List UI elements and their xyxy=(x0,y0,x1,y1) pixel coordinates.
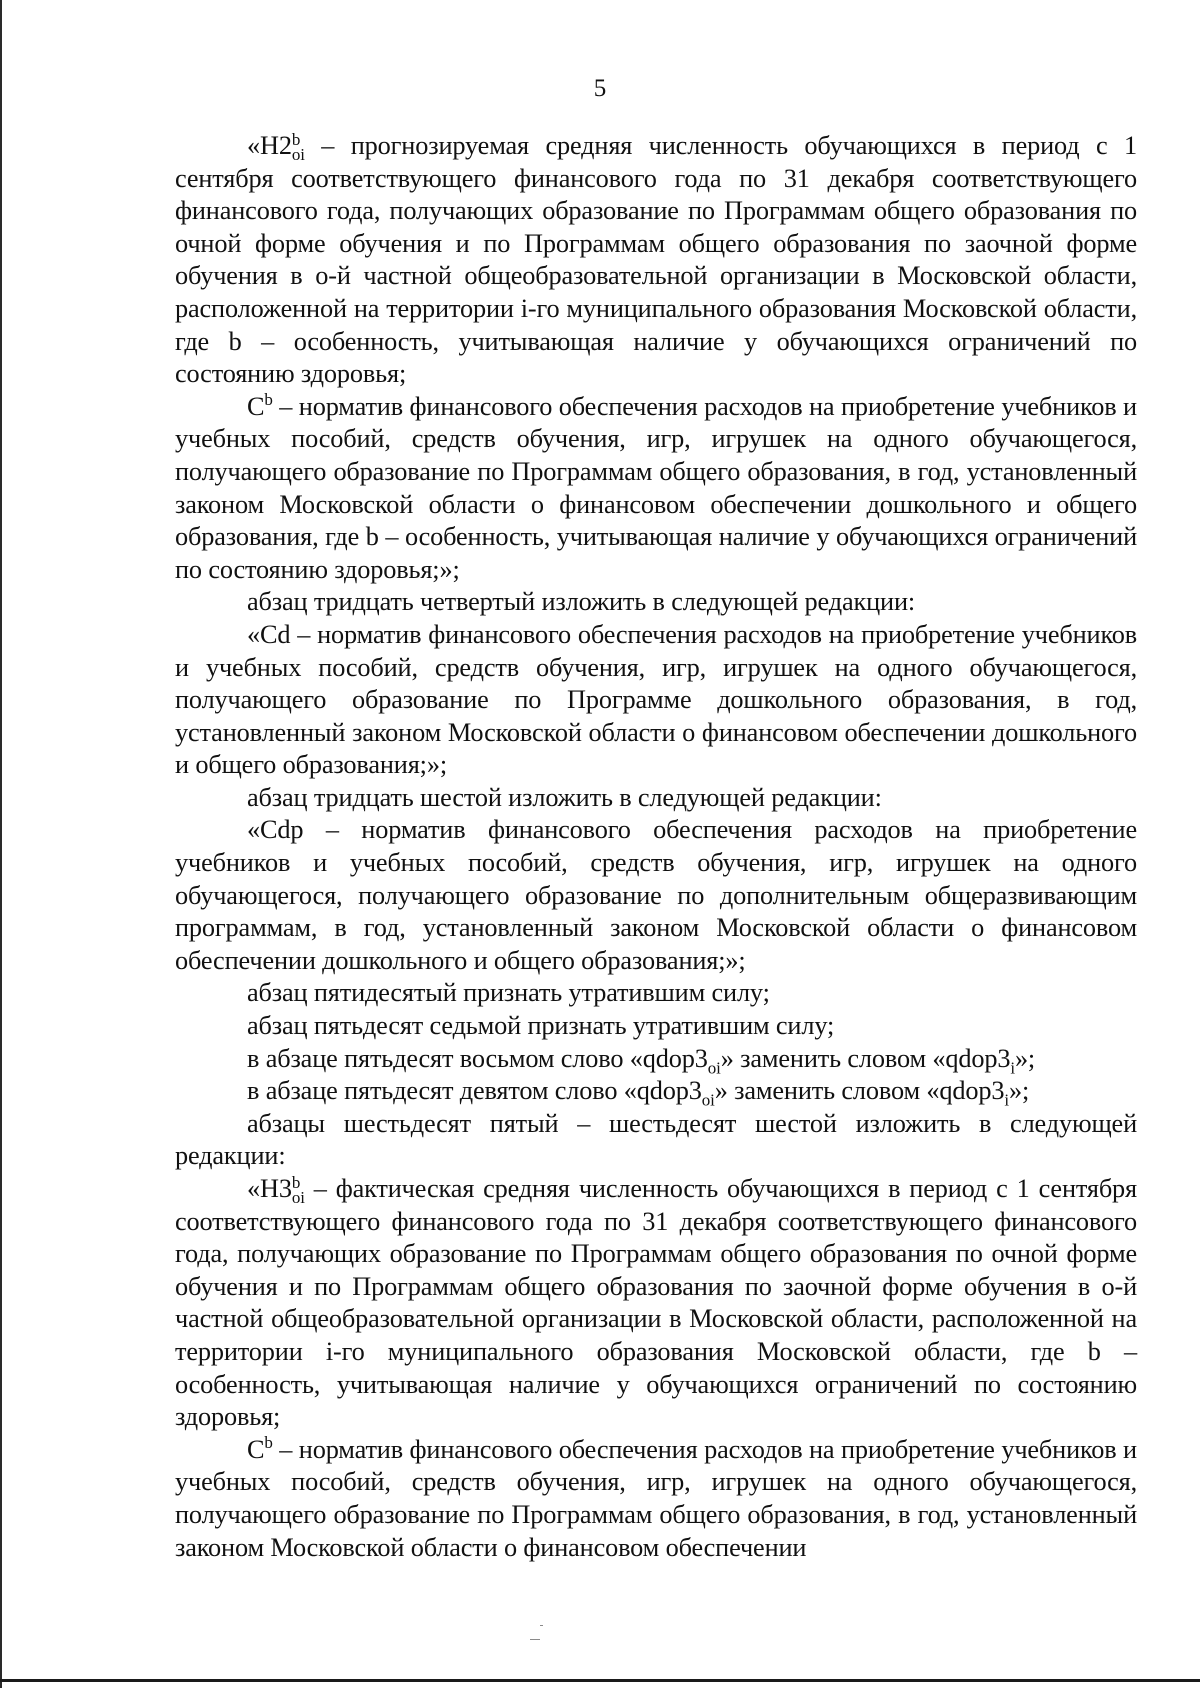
scan-edge-bottom xyxy=(0,1679,1200,1682)
paragraph-text: – прогнозируемая средняя численность обучающихся в период с 1 сентября соответствующего финансового года по 31 декабря соответствующего финансового года, получающих образование по Программам общего образования по очной форме обучения и по Программам общего образования по заочной форме обучения в о-й частной общеобразовательной организации в Московской области, расположенной на территории i-го муниципального образования Московской области, где b – особенность, учитывающая наличие у обучающихся ограничений по состоянию здоровья; xyxy=(175,131,1137,389)
formula-superscript: b xyxy=(291,130,301,149)
formula-symbol: «Н2 xyxy=(247,131,292,160)
paragraph-text: в абзаце пятьдесят восьмом слово «qdop3 xyxy=(247,1043,708,1073)
paragraph-text: – норматив финансового обеспечения расходов на приобретение учебников и учебных пособий, средств обучения, игр, игрушек на одного обучающегося, получающего образование по Программам общего образования, в год, установленный законом Московской области о финансовом обеспечении xyxy=(175,1434,1137,1562)
scan-speck xyxy=(540,1625,543,1626)
paragraph-h2-definition xyxy=(175,130,1137,391)
page-number: 5 xyxy=(593,75,607,102)
paragraph-text: в абзаце пятьдесят девятом слово «qdop3 xyxy=(247,1076,702,1106)
paragraph-text: – фактическая средняя численность обучающихся в период с 1 сентября соответствующего финансового года по 31 декабря соответствующего финансового года, получающих образование по Программам общего образования по очной форме обучения и по Программам общего образования по заочной форме обучения в о-й частной общеобразовательной организации в Московской области, расположенной на территории i-го муниципального образования Московской области, где b – особенность, учитывающая наличие у обучающихся ограничений по состоянию здоровья; xyxy=(175,1174,1137,1432)
formula-indices xyxy=(292,132,305,162)
paragraph-cd-definition: «Cd – норматив финансового обеспечения расходов на приобретение учебников и учебных пособий, средств обучения, игр, игрушек на одного обучающегося, получающего образование по Программе дошкольного образования, в год, установленный законом Московской области о финансовом обеспечении дошкольного и общего образования;»; xyxy=(175,619,1137,780)
formula-subscript: oi xyxy=(291,1188,305,1207)
paragraph-text: »; xyxy=(1008,1076,1030,1106)
formula-superscript: b xyxy=(264,389,273,409)
formula-subscript: i xyxy=(1010,1057,1015,1077)
paragraph-amendment: абзацы шестьдесят пятый – шестьдесят шестой изложить в следующей редакции: xyxy=(175,1108,1137,1171)
formula-subscript: oi xyxy=(291,145,305,164)
paragraph-amendment-qdop xyxy=(175,1043,1137,1076)
scan-edge-left xyxy=(0,0,2,1688)
paragraph-cb-definition xyxy=(175,1434,1137,1564)
paragraph-text: » заменить словом «qdop3 xyxy=(720,1043,1011,1073)
scan-speck xyxy=(530,1639,540,1640)
paragraph-h3-definition xyxy=(175,1173,1137,1434)
paragraph-text: – норматив финансового обеспечения расходов на приобретение учебников и учебных пособий, средств обучения, игр, игрушек на одного обучающегося, получающего образование по Программам общего образования, в год, установленный законом Московской области о финансовом обеспечении дошкольного и общего образования, где b – особенность, учитывающая наличие у обучающихся ограничений по состоянию здоровья;»; xyxy=(175,391,1137,584)
formula-symbol: C xyxy=(247,1434,265,1464)
paragraph-amendment-qdop xyxy=(175,1075,1137,1108)
formula-indices xyxy=(292,1175,305,1205)
formula-subscript: oi xyxy=(701,1090,715,1110)
paragraph-amendment: абзац пятидесятый признать утратившим силу; xyxy=(247,978,770,1008)
formula-superscript: b xyxy=(264,1432,273,1452)
formula-subscript: oi xyxy=(707,1057,721,1077)
formula-subscript: i xyxy=(1004,1090,1009,1110)
paragraph-amendment: абзац пятьдесят седьмой признать утратившим силу; xyxy=(247,1011,835,1041)
paragraph-amendment: абзац тридцать шестой изложить в следующей редакции: xyxy=(247,782,882,812)
document-body xyxy=(175,130,1137,1564)
paragraph-text: »; xyxy=(1014,1043,1036,1073)
formula-symbol: «Н3 xyxy=(247,1174,292,1203)
paragraph-text: » заменить словом «qdop3 xyxy=(714,1076,1005,1106)
paragraph-cdp-definition: «Cdp – норматив финансового обеспечения расходов на приобретение учебников и учебных пособий, средств обучения, игр, игрушек на одного обучающегося, получающего образование по дополнительным общеразвивающим программам, в год, установленный законом Московской области о финансовом обеспечении дошкольного и общего образования;»; xyxy=(175,815,1137,975)
formula-symbol: C xyxy=(247,391,265,421)
paragraph-cb-definition xyxy=(175,391,1137,587)
formula-superscript: b xyxy=(291,1173,301,1192)
paragraph-amendment: абзац тридцать четвертый изложить в следующей редакции: xyxy=(247,587,916,617)
